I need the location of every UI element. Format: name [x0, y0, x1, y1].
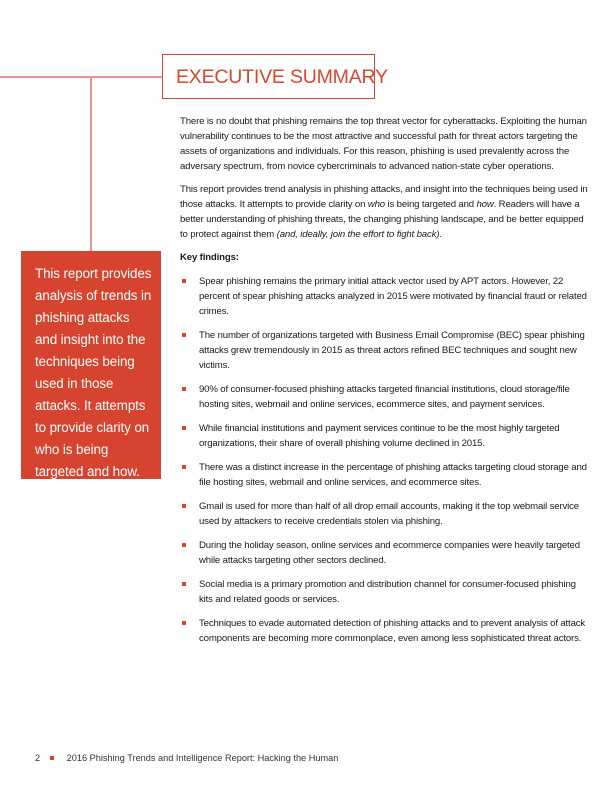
finding-text: While financial institutions and payment services continue to be the most highly targeted organizations, their share of overall phishing volume declined in 2015.	[199, 423, 560, 449]
finding-item	[180, 382, 592, 412]
page-number: 2	[35, 753, 41, 763]
bullet-square-icon	[182, 279, 186, 283]
finding-item	[180, 460, 592, 490]
page-footer	[35, 753, 338, 763]
finding-item	[180, 328, 592, 373]
finding-item	[180, 499, 592, 529]
footer-separator-icon	[50, 756, 54, 760]
key-findings-heading: Key findings:	[180, 252, 239, 263]
bullet-square-icon	[182, 582, 186, 586]
finding-text: 90% of consumer-focused phishing attacks targeted financial institutions, cloud storage/file hosting sites, webmail and online services, ecommerce sites, and payment services.	[199, 384, 570, 410]
bullet-square-icon	[182, 504, 186, 508]
finding-text: Social media is a primary promotion and distribution channel for consumer-focused phishing kits and related goods or services.	[199, 579, 576, 605]
bullet-square-icon	[182, 465, 186, 469]
finding-item	[180, 616, 592, 646]
connector-line-horizontal	[0, 76, 162, 78]
finding-item	[180, 274, 592, 319]
finding-item	[180, 421, 592, 451]
bullet-square-icon	[182, 621, 186, 625]
main-content	[180, 114, 592, 655]
bullet-square-icon	[182, 387, 186, 391]
section-title-box	[162, 54, 388, 99]
intro-paragraph-1: There is no doubt that phishing remains the top threat vector for cyberattacks. Exploiting the human vulnerability continues to be the most attractive and successful path for threat actors targeting the assets of organizations and individuals. For this reason, phishing is used prevalently across the adversary spectrum, from novice cybercriminals to advanced nation-state cyber operations.	[180, 116, 587, 172]
text-run: This report provides trend analysis in phishing attacks, and insight into the techniques being used in those attacks. It attempts to provide clarity on	[180, 184, 588, 210]
bullet-square-icon	[182, 543, 186, 547]
text-run: . Readers will have a better understanding of phishing threats, the changing phishing landscape, and be better equipped to protect against them	[180, 199, 584, 240]
finding-text: Techniques to evade automated detection of phishing attacks and to prevent analysis of attack components are becoming more commonplace, even among less sophisticated threat actors.	[199, 618, 586, 644]
finding-text: Spear phishing remains the primary initial attack vector used by APT actors. However, 22 percent of spear phishing attacks analyzed in 2015 were motivated by financial fraud or related crimes.	[199, 276, 587, 317]
text-run: .	[439, 229, 442, 240]
finding-text: There was a distinct increase in the percentage of phishing attacks targeting cloud storage and file hosting sites, webmail and online services, and ecommerce sites.	[199, 462, 587, 488]
emphasis-how: how	[476, 199, 494, 210]
pull-quote-text: This report provides analysis of trends in phishing attacks and insight into the techniques being used in those attacks. It attempts to provide clarity on who is being targeted and how.	[35, 266, 152, 479]
connector-line-vertical	[90, 76, 92, 252]
finding-item	[180, 538, 592, 568]
key-findings-list	[180, 274, 592, 646]
finding-item	[180, 577, 592, 607]
section-title: EXECUTIVE SUMMARY	[176, 66, 388, 88]
emphasis-who: who	[367, 199, 385, 210]
bullet-square-icon	[182, 333, 186, 337]
finding-text: Gmail is used for more than half of all drop email accounts, making it the top webmail service used by attackers to receive credentials stolen via phishing.	[199, 501, 579, 527]
report-title: 2016 Phishing Trends and Intelligence Report: Hacking the Human	[66, 753, 339, 763]
bullet-square-icon	[182, 426, 186, 430]
text-run: is being targeted and	[384, 199, 477, 210]
pull-quote-callout	[21, 251, 161, 479]
finding-text: The number of organizations targeted with Business Email Compromise (BEC) spear phishing attacks grew tremendously in 2015 as threat actors refined BEC techniques and sought new victims.	[199, 330, 585, 371]
finding-text: During the holiday season, online services and ecommerce companies were heavily targeted while attacks targeting other sectors declined.	[199, 540, 580, 566]
emphasis-fight-back: (and, ideally, join the effort to fight back)	[276, 229, 440, 240]
intro-paragraph-2	[180, 182, 592, 242]
